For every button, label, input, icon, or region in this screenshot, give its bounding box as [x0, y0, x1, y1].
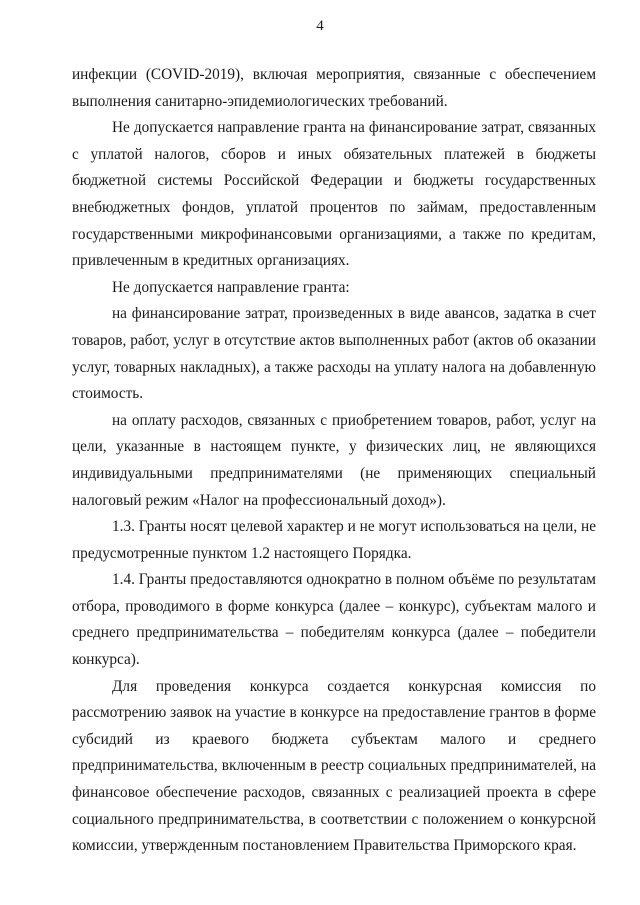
paragraph-4: на финансирование затрат, произведенных в виде авансов, задатка в счет товаров, работ, услуг в отсутствие актов выполненных работ (актов об оказании услуг, товарных накладных), а также расходы на уплату налога на добавленную стоимость.: [72, 305, 596, 403]
paragraph-2: Не допускается направление гранта на финансирование затрат, связанных с уплатой налогов, сборов и иных обязательных платежей в бюджеты бюджетной системы Российской Федерации и бюджеты государственных внебюджетных фондов, уплатой процентов по займам, предоставленным государственными микрофинансовыми организациями, а также по кредитам, привлеченным в кредитных организациях.: [72, 119, 596, 270]
document-body: [72, 62, 596, 860]
page-number: 4: [316, 18, 324, 34]
paragraph-3: Не допускается направление гранта:: [112, 278, 350, 296]
paragraph-8: Для проведения конкурса создается конкурсная комиссия по рассмотрению заявок на участие в конкурсе на предоставление грантов в форме субсидий из краевого бюджета субъектам малого и среднего предпринимательства, включенным в реестр социальных предпринимателей, на финансовое обеспечение расходов, связанных с реализацией проекта в сфере социального предпринимательства, в соответствии с положением о конкурсной комиссии, утвержденным постановлением Правительства Приморского края.: [72, 677, 596, 855]
paragraph-7: 1.4. Гранты предоставляются однократно в полном объёме по результатам отбора, проводимого в форме конкурса (далее – конкурс), субъектам малого и среднего предпринимательства – победителям конкурса (далее – победители конкурса).: [72, 571, 596, 669]
paragraph-6: 1.3. Гранты носят целевой характер и не могут использоваться на цели, не предусмотренные пунктом 1.2 настоящего Порядка.: [72, 518, 596, 562]
paragraph-5: на оплату расходов, связанных с приобретением товаров, работ, услуг на цели, указанные в настоящем пункте, у физических лиц, не являющихся индивидуальными предпринимателями (не применяющих специальный налоговый режим «Налог на профессиональный доход»).: [72, 411, 596, 509]
paragraph-1: инфекции (COVID-2019), включая мероприятия, связанные с обеспечением выполнения санитарно-эпидемиологических требований.: [72, 66, 596, 110]
